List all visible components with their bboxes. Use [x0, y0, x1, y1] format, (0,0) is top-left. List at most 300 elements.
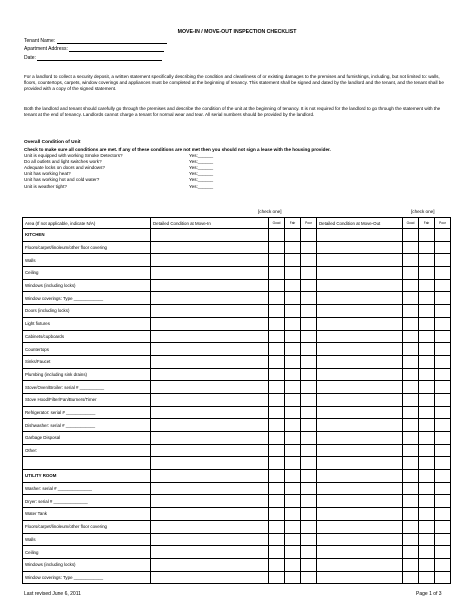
table-row	[23, 267, 451, 280]
tenant-name-line[interactable]	[57, 38, 167, 44]
fair-out-cell[interactable]	[419, 317, 435, 330]
table-row	[23, 279, 451, 292]
move-in-condition-cell[interactable]	[151, 571, 269, 584]
poor-in-cell[interactable]	[301, 381, 317, 394]
poor-in-cell[interactable]	[301, 419, 317, 432]
poor-out-cell[interactable]	[435, 432, 451, 445]
table-row	[23, 495, 451, 508]
good-in-cell[interactable]	[269, 317, 285, 330]
move-in-condition-cell[interactable]	[151, 229, 269, 242]
poor-out-cell[interactable]	[435, 330, 451, 343]
poor-in-cell[interactable]	[301, 457, 317, 470]
move-out-condition-cell[interactable]	[317, 495, 403, 508]
table-row	[23, 241, 451, 254]
header-area: Area (If not applicable, indicate N/A)	[23, 218, 151, 229]
fair-in-cell[interactable]	[285, 533, 301, 546]
fair-in-cell[interactable]	[285, 406, 301, 419]
good-in-cell[interactable]	[269, 546, 285, 559]
move-in-condition-cell[interactable]	[151, 330, 269, 343]
poor-out-cell[interactable]	[435, 571, 451, 584]
table-row	[23, 381, 451, 394]
fair-out-cell[interactable]	[419, 381, 435, 394]
poor-out-cell[interactable]	[435, 533, 451, 546]
inspection-paragraph: Both the landlord and tenant should carefully go through the premises and describe the condition of the unit at the beginning of tenancy. It is not required for the landlord to go through the statement with the tenant at the end of tenancy. Landlords cannot charge a tenant for normal wear and tear. All serial numbers should be provided by the landlord.	[24, 106, 441, 118]
move-out-condition-cell[interactable]	[317, 419, 403, 432]
move-in-condition-cell[interactable]	[151, 305, 269, 318]
tenant-name-label: Tenant Name:	[24, 38, 56, 44]
good-in-cell[interactable]	[269, 419, 285, 432]
good-in-cell[interactable]	[269, 508, 285, 521]
table-row	[23, 305, 451, 318]
row-area-label: Floors/carpet/linoleum/other floor covering	[23, 520, 151, 533]
poor-in-cell[interactable]	[301, 305, 317, 318]
good-out-cell[interactable]	[403, 393, 419, 406]
move-in-condition-cell[interactable]	[151, 558, 269, 571]
fair-out-cell[interactable]	[419, 508, 435, 521]
fair-in-cell[interactable]	[285, 368, 301, 381]
fair-out-cell[interactable]	[419, 444, 435, 457]
good-in-cell[interactable]	[269, 470, 285, 483]
good-out-cell[interactable]	[403, 520, 419, 533]
fair-out-cell[interactable]	[419, 406, 435, 419]
poor-in-cell[interactable]	[301, 495, 317, 508]
overall-instruction: Check to make sure all conditions are met. If any of these conditions are not met then you should not sign a lease with the housing provider.	[24, 147, 331, 152]
move-out-condition-cell[interactable]	[317, 432, 403, 445]
poor-out-cell[interactable]	[435, 381, 451, 394]
date-field[interactable]	[24, 55, 162, 61]
overall-item	[24, 153, 224, 158]
move-out-condition-cell[interactable]	[317, 229, 403, 242]
table-row	[23, 444, 451, 457]
poor-out-cell[interactable]	[435, 470, 451, 483]
poor-in-cell[interactable]	[301, 533, 317, 546]
fair-out-cell[interactable]	[419, 368, 435, 381]
good-out-cell[interactable]	[403, 457, 419, 470]
fair-out-cell[interactable]	[419, 432, 435, 445]
good-out-cell[interactable]	[403, 381, 419, 394]
good-out-cell[interactable]	[403, 558, 419, 571]
row-area-label: Windows (including locks)	[23, 558, 151, 571]
fair-out-cell[interactable]	[419, 393, 435, 406]
good-out-cell[interactable]	[403, 406, 419, 419]
fair-out-cell[interactable]	[419, 495, 435, 508]
move-out-condition-cell[interactable]	[317, 355, 403, 368]
poor-out-cell[interactable]	[435, 368, 451, 381]
fair-in-cell[interactable]	[285, 419, 301, 432]
poor-in-cell[interactable]	[301, 393, 317, 406]
move-in-condition-cell[interactable]	[151, 495, 269, 508]
move-out-condition-cell[interactable]	[317, 558, 403, 571]
move-out-condition-cell[interactable]	[317, 343, 403, 356]
fair-out-cell[interactable]	[419, 558, 435, 571]
good-out-cell[interactable]	[403, 343, 419, 356]
fair-out-cell[interactable]	[419, 457, 435, 470]
fair-in-cell[interactable]	[285, 470, 301, 483]
fair-out-cell[interactable]	[419, 482, 435, 495]
table-row	[23, 292, 451, 305]
move-out-condition-cell[interactable]	[317, 508, 403, 521]
good-in-cell[interactable]	[269, 482, 285, 495]
row-area-label: Walls	[23, 533, 151, 546]
poor-out-cell[interactable]	[435, 419, 451, 432]
row-area-label: UTILITY ROOM	[23, 470, 151, 483]
good-in-cell[interactable]	[269, 355, 285, 368]
good-in-cell[interactable]	[269, 330, 285, 343]
move-in-condition-cell[interactable]	[151, 432, 269, 445]
move-out-condition-cell[interactable]	[317, 571, 403, 584]
fair-out-cell[interactable]	[419, 355, 435, 368]
good-out-cell[interactable]	[403, 495, 419, 508]
fair-out-cell[interactable]	[419, 241, 435, 254]
apartment-address-field[interactable]	[24, 46, 164, 52]
header-move-in: Detailed Condition at Move-In	[151, 218, 269, 229]
good-in-cell[interactable]	[269, 343, 285, 356]
move-out-condition-cell[interactable]	[317, 267, 403, 280]
good-out-cell[interactable]	[403, 305, 419, 318]
poor-out-cell[interactable]	[435, 406, 451, 419]
fair-out-cell[interactable]	[419, 343, 435, 356]
footer-page-number: Page 1 of 3	[416, 591, 442, 597]
move-in-condition-cell[interactable]	[151, 406, 269, 419]
move-out-condition-cell[interactable]	[317, 279, 403, 292]
fair-out-cell[interactable]	[419, 520, 435, 533]
good-out-cell[interactable]	[403, 546, 419, 559]
poor-in-cell[interactable]	[301, 558, 317, 571]
fair-in-cell[interactable]	[285, 482, 301, 495]
fair-in-cell[interactable]	[285, 254, 301, 267]
good-out-cell[interactable]	[403, 229, 419, 242]
row-area-label: Window coverings: Type ____________	[23, 571, 151, 584]
good-in-cell[interactable]	[269, 432, 285, 445]
poor-in-cell[interactable]	[301, 444, 317, 457]
move-out-condition-cell[interactable]	[317, 305, 403, 318]
move-in-condition-cell[interactable]	[151, 317, 269, 330]
fair-in-cell[interactable]	[285, 393, 301, 406]
row-area-label: Windows (including locks)	[23, 279, 151, 292]
poor-out-cell[interactable]	[435, 520, 451, 533]
poor-in-cell[interactable]	[301, 368, 317, 381]
move-in-condition-cell[interactable]	[151, 482, 269, 495]
move-in-condition-cell[interactable]	[151, 355, 269, 368]
good-out-cell[interactable]	[403, 533, 419, 546]
move-out-condition-cell[interactable]	[317, 470, 403, 483]
row-area-label: KITCHEN	[23, 229, 151, 242]
row-area-label: Floors/carpet/linoleum/other floor covering	[23, 241, 151, 254]
good-out-cell[interactable]	[403, 470, 419, 483]
fair-in-cell[interactable]	[285, 432, 301, 445]
overall-item-yes-field[interactable]: Yes:______	[189, 165, 214, 171]
move-in-condition-cell[interactable]	[151, 444, 269, 457]
good-out-cell[interactable]	[403, 482, 419, 495]
fair-in-cell[interactable]	[285, 381, 301, 394]
good-out-cell[interactable]	[403, 317, 419, 330]
poor-out-cell[interactable]	[435, 229, 451, 242]
fair-in-cell[interactable]	[285, 508, 301, 521]
row-area-label: Sinks/Faucet	[23, 355, 151, 368]
overall-item-yes-field[interactable]: Yes:______	[189, 159, 214, 165]
good-out-cell[interactable]	[403, 419, 419, 432]
table-row	[23, 393, 451, 406]
good-out-cell[interactable]	[403, 444, 419, 457]
good-in-cell[interactable]	[269, 229, 285, 242]
page-title: MOVE-IN / MOVE-OUT INSPECTION CHECKLIST	[177, 29, 297, 35]
move-in-condition-cell[interactable]	[151, 520, 269, 533]
good-in-cell[interactable]	[269, 368, 285, 381]
fair-in-cell[interactable]	[285, 267, 301, 280]
move-out-condition-cell[interactable]	[317, 457, 403, 470]
fair-out-cell[interactable]	[419, 267, 435, 280]
overall-item-label: Do all outlets and light switches work?	[24, 159, 102, 165]
row-area-label: Washer: serial # ______________	[23, 482, 151, 495]
poor-out-cell[interactable]	[435, 343, 451, 356]
overall-item-yes-field[interactable]: Yes:______	[189, 177, 214, 183]
poor-out-cell[interactable]	[435, 254, 451, 267]
move-in-condition-cell[interactable]	[151, 279, 269, 292]
poor-in-cell[interactable]	[301, 571, 317, 584]
move-out-condition-cell[interactable]	[317, 482, 403, 495]
move-in-condition-cell[interactable]	[151, 343, 269, 356]
poor-in-cell[interactable]	[301, 343, 317, 356]
header-poor-in: Poor	[301, 218, 317, 229]
table-row	[23, 533, 451, 546]
good-out-cell[interactable]	[403, 267, 419, 280]
poor-in-cell[interactable]	[301, 279, 317, 292]
fair-in-cell[interactable]	[285, 558, 301, 571]
poor-out-cell[interactable]	[435, 241, 451, 254]
good-in-cell[interactable]	[269, 444, 285, 457]
good-in-cell[interactable]	[269, 520, 285, 533]
move-in-condition-cell[interactable]	[151, 533, 269, 546]
poor-in-cell[interactable]	[301, 520, 317, 533]
move-in-condition-cell[interactable]	[151, 419, 269, 432]
poor-out-cell[interactable]	[435, 508, 451, 521]
row-area-label: Countertops	[23, 343, 151, 356]
good-in-cell[interactable]	[269, 558, 285, 571]
table-row	[23, 406, 451, 419]
poor-in-cell[interactable]	[301, 330, 317, 343]
poor-in-cell[interactable]	[301, 432, 317, 445]
header-good-out: Good	[403, 218, 419, 229]
row-area-label: Garbage Disposal	[23, 432, 151, 445]
good-out-cell[interactable]	[403, 355, 419, 368]
good-in-cell[interactable]	[269, 241, 285, 254]
good-out-cell[interactable]	[403, 432, 419, 445]
good-out-cell[interactable]	[403, 292, 419, 305]
move-in-condition-cell[interactable]	[151, 254, 269, 267]
table-row	[23, 317, 451, 330]
poor-out-cell[interactable]	[435, 355, 451, 368]
row-area-label: Dryer: serial # ______________	[23, 495, 151, 508]
table-row	[23, 330, 451, 343]
fair-out-cell[interactable]	[419, 533, 435, 546]
good-in-cell[interactable]	[269, 393, 285, 406]
fair-in-cell[interactable]	[285, 444, 301, 457]
move-in-condition-cell[interactable]	[151, 508, 269, 521]
poor-out-cell[interactable]	[435, 546, 451, 559]
move-out-condition-cell[interactable]	[317, 520, 403, 533]
move-in-condition-cell[interactable]	[151, 381, 269, 394]
fair-in-cell[interactable]	[285, 546, 301, 559]
move-in-condition-cell[interactable]	[151, 546, 269, 559]
poor-in-cell[interactable]	[301, 470, 317, 483]
row-area-label: Water Tank	[23, 508, 151, 521]
fair-out-cell[interactable]	[419, 292, 435, 305]
good-in-cell[interactable]	[269, 457, 285, 470]
row-area-label: Ceiling	[23, 546, 151, 559]
move-in-condition-cell[interactable]	[151, 393, 269, 406]
overall-item	[24, 159, 224, 164]
poor-in-cell[interactable]	[301, 254, 317, 267]
good-in-cell[interactable]	[269, 267, 285, 280]
fair-in-cell[interactable]	[285, 343, 301, 356]
fair-in-cell[interactable]	[285, 305, 301, 318]
poor-out-cell[interactable]	[435, 495, 451, 508]
overall-item-label: Unit is weather tight?	[24, 183, 67, 189]
good-out-cell[interactable]	[403, 330, 419, 343]
poor-out-cell[interactable]	[435, 393, 451, 406]
fair-in-cell[interactable]	[285, 355, 301, 368]
poor-in-cell[interactable]	[301, 355, 317, 368]
good-in-cell[interactable]	[269, 406, 285, 419]
move-out-condition-cell[interactable]	[317, 317, 403, 330]
good-out-cell[interactable]	[403, 279, 419, 292]
fair-out-cell[interactable]	[419, 330, 435, 343]
fair-in-cell[interactable]	[285, 330, 301, 343]
poor-in-cell[interactable]	[301, 317, 317, 330]
good-out-cell[interactable]	[403, 571, 419, 584]
move-in-condition-cell[interactable]	[151, 267, 269, 280]
move-out-condition-cell[interactable]	[317, 381, 403, 394]
good-in-cell[interactable]	[269, 279, 285, 292]
fair-in-cell[interactable]	[285, 495, 301, 508]
fair-in-cell[interactable]	[285, 241, 301, 254]
fair-in-cell[interactable]	[285, 457, 301, 470]
move-out-condition-cell[interactable]	[317, 444, 403, 457]
good-out-cell[interactable]	[403, 508, 419, 521]
row-area-label: Dishwasher: serial # ____________	[23, 419, 151, 432]
poor-in-cell[interactable]	[301, 508, 317, 521]
good-in-cell[interactable]	[269, 305, 285, 318]
good-out-cell[interactable]	[403, 254, 419, 267]
good-in-cell[interactable]	[269, 533, 285, 546]
inspection-table	[22, 217, 451, 584]
move-out-condition-cell[interactable]	[317, 330, 403, 343]
header-poor-out: Poor	[435, 218, 451, 229]
move-out-condition-cell[interactable]	[317, 292, 403, 305]
poor-out-cell[interactable]	[435, 482, 451, 495]
move-out-condition-cell[interactable]	[317, 254, 403, 267]
table-row	[23, 419, 451, 432]
table-row	[23, 482, 451, 495]
row-area-label: Walls	[23, 254, 151, 267]
poor-in-cell[interactable]	[301, 546, 317, 559]
fair-out-cell[interactable]	[419, 305, 435, 318]
poor-out-cell[interactable]	[435, 305, 451, 318]
fair-out-cell[interactable]	[419, 470, 435, 483]
fair-out-cell[interactable]	[419, 229, 435, 242]
deposit-paragraph: For a landlord to collect a security deposit, a written statement specifically describing the condition and cleanliness of or existing damages to the premises and furnishings, including, but not limited to: walls, floors, countertops, carpets, window coverings and appliances must be completed at the beginning of tenancy. This statement shall be signed and dated by the landlord and the tenant, and the tenant shall be provided with a copy of the signed statement.	[24, 74, 444, 92]
poor-out-cell[interactable]	[435, 292, 451, 305]
poor-in-cell[interactable]	[301, 406, 317, 419]
poor-out-cell[interactable]	[435, 279, 451, 292]
move-in-condition-cell[interactable]	[151, 457, 269, 470]
move-out-condition-cell[interactable]	[317, 393, 403, 406]
move-in-condition-cell[interactable]	[151, 241, 269, 254]
overall-item-yes-field[interactable]: Yes:______	[189, 153, 214, 158]
fair-out-cell[interactable]	[419, 571, 435, 584]
overall-item	[24, 165, 224, 170]
poor-out-cell[interactable]	[435, 558, 451, 571]
apartment-address-line[interactable]	[69, 46, 164, 52]
row-area-label: Refrigerator: serial # ____________	[23, 406, 151, 419]
overall-item-label: Unit has working hot and cold water?	[24, 177, 100, 183]
poor-out-cell[interactable]	[435, 457, 451, 470]
good-in-cell[interactable]	[269, 571, 285, 584]
poor-out-cell[interactable]	[435, 317, 451, 330]
row-area-label: Doors (including locks)	[23, 305, 151, 318]
move-out-condition-cell[interactable]	[317, 406, 403, 419]
date-line[interactable]	[37, 55, 162, 61]
fair-out-cell[interactable]	[419, 279, 435, 292]
overall-item-yes-field[interactable]: Yes:______	[189, 171, 214, 177]
row-area-label: Ceiling	[23, 267, 151, 280]
poor-out-cell[interactable]	[435, 444, 451, 457]
row-area-label	[23, 457, 151, 470]
date-label: Date:	[24, 55, 36, 61]
good-in-cell[interactable]	[269, 254, 285, 267]
overall-item-label: Unit is equipped with working Smoke Detectors?	[24, 153, 123, 158]
tenant-name-field[interactable]	[24, 38, 167, 44]
move-out-condition-cell[interactable]	[317, 546, 403, 559]
good-out-cell[interactable]	[403, 368, 419, 381]
fair-out-cell[interactable]	[419, 419, 435, 432]
fair-in-cell[interactable]	[285, 317, 301, 330]
fair-in-cell[interactable]	[285, 279, 301, 292]
good-out-cell[interactable]	[403, 241, 419, 254]
move-in-condition-cell[interactable]	[151, 368, 269, 381]
table-section-row	[23, 229, 451, 242]
move-out-condition-cell[interactable]	[317, 241, 403, 254]
move-out-condition-cell[interactable]	[317, 533, 403, 546]
fair-in-cell[interactable]	[285, 571, 301, 584]
check-one-move-in: [check one]	[258, 209, 282, 214]
poor-in-cell[interactable]	[301, 292, 317, 305]
poor-in-cell[interactable]	[301, 229, 317, 242]
row-area-label: Plumbing (including sink drains)	[23, 368, 151, 381]
poor-out-cell[interactable]	[435, 267, 451, 280]
good-in-cell[interactable]	[269, 381, 285, 394]
poor-in-cell[interactable]	[301, 241, 317, 254]
row-area-label: Stove/Oven/Broiler: serial # __________	[23, 381, 151, 394]
fair-out-cell[interactable]	[419, 254, 435, 267]
poor-in-cell[interactable]	[301, 482, 317, 495]
fair-in-cell[interactable]	[285, 229, 301, 242]
fair-in-cell[interactable]	[285, 520, 301, 533]
overall-item	[24, 177, 224, 182]
good-in-cell[interactable]	[269, 495, 285, 508]
header-fair-in: Fair	[285, 218, 301, 229]
poor-in-cell[interactable]	[301, 267, 317, 280]
move-out-condition-cell[interactable]	[317, 368, 403, 381]
footer-revision: Last revised June 6, 2011	[24, 591, 81, 597]
move-in-condition-cell[interactable]	[151, 470, 269, 483]
overall-item-yes-field[interactable]: Yes:______	[189, 183, 214, 189]
good-in-cell[interactable]	[269, 292, 285, 305]
fair-in-cell[interactable]	[285, 292, 301, 305]
fair-out-cell[interactable]	[419, 546, 435, 559]
header-good-in: Good	[269, 218, 285, 229]
move-in-condition-cell[interactable]	[151, 292, 269, 305]
